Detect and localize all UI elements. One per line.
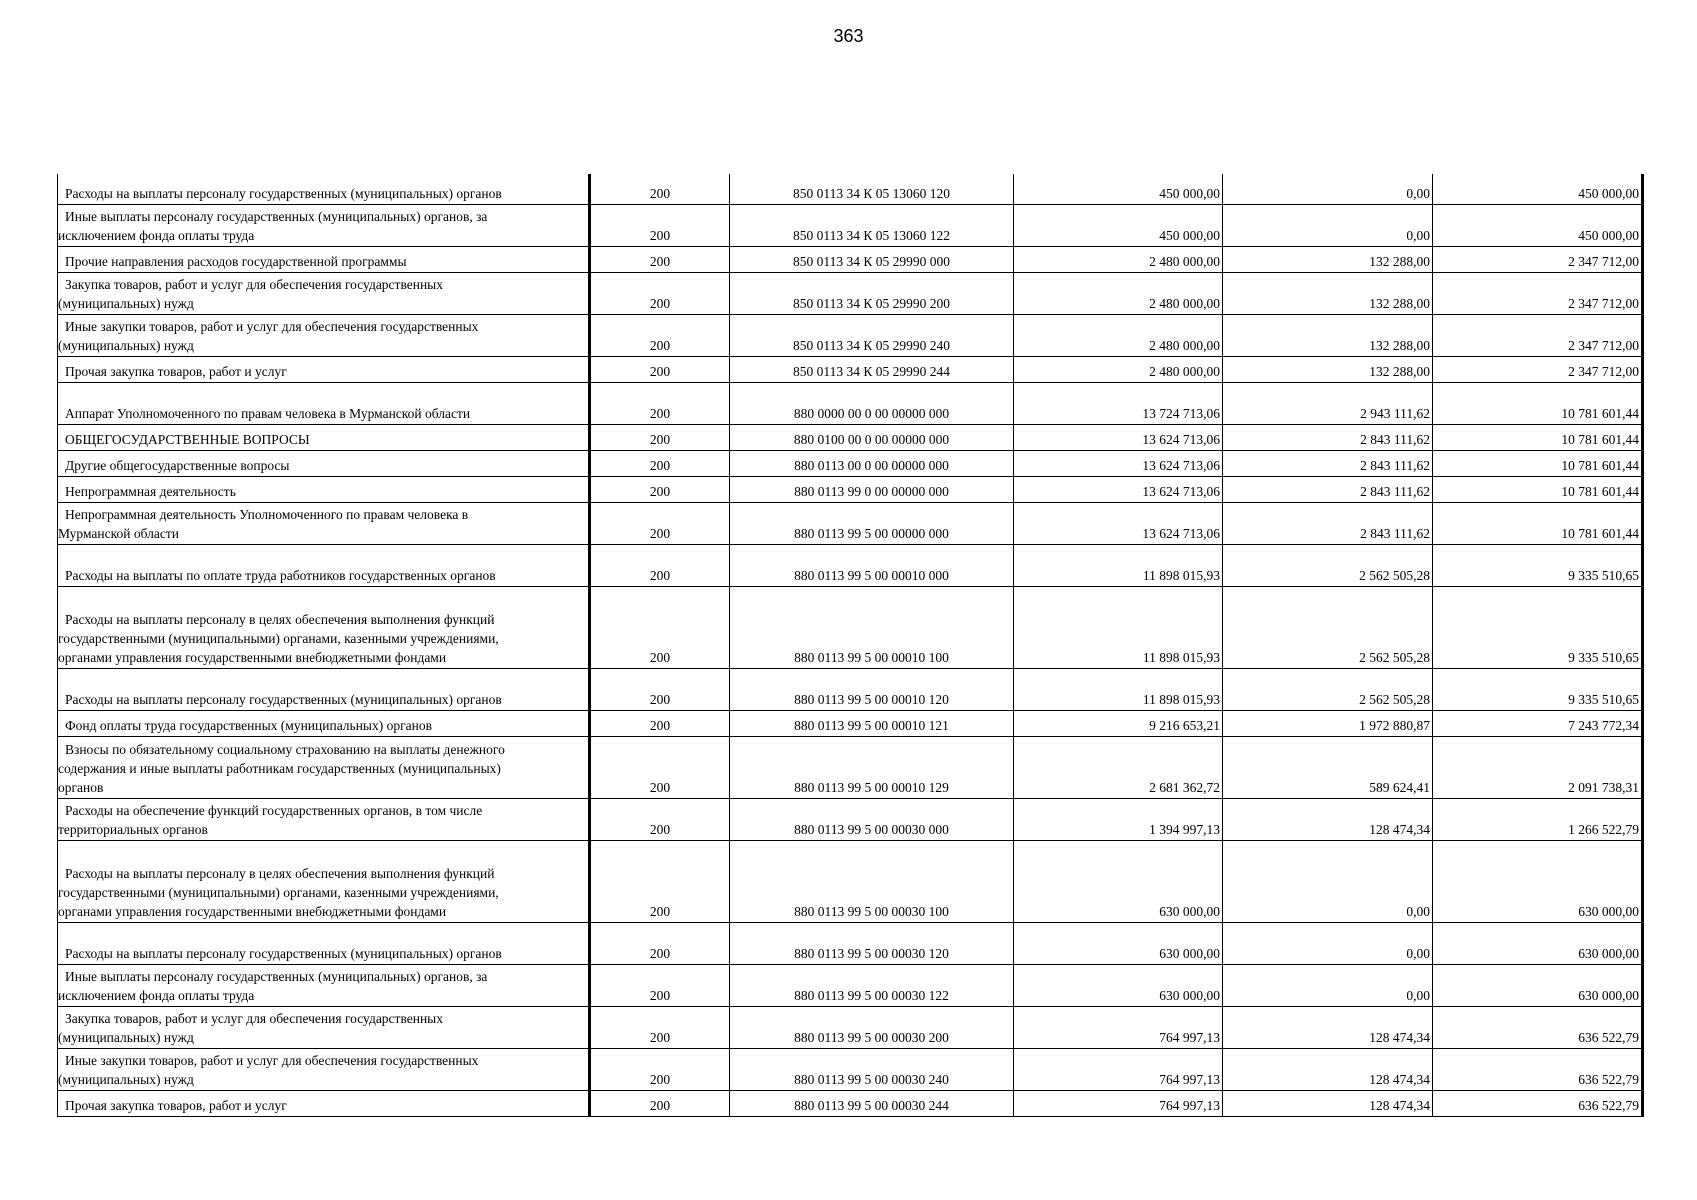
- row-name: [58, 502, 590, 544]
- row-unexecuted-amount: 9 335 510,65: [1433, 586, 1643, 668]
- row-line-code: 200: [590, 314, 730, 356]
- row-executed-amount: 0,00: [1223, 204, 1433, 246]
- row-classification-code: 880 0113 99 5 00 00030 120: [730, 922, 1014, 964]
- row-approved-amount: 2 480 000,00: [1014, 314, 1223, 356]
- row-line-code: 200: [590, 356, 730, 382]
- table-row: [58, 668, 1643, 710]
- row-unexecuted-amount: 630 000,00: [1433, 840, 1643, 922]
- row-name: [58, 314, 590, 356]
- row-unexecuted-amount: 10 781 601,44: [1433, 450, 1643, 476]
- row-classification-code: 850 0113 34 К 05 13060 122: [730, 204, 1014, 246]
- row-classification-code: 880 0113 99 5 00 00030 122: [730, 964, 1014, 1006]
- row-approved-amount: 13 624 713,06: [1014, 450, 1223, 476]
- table-row: [58, 710, 1643, 736]
- row-executed-amount: 1 972 880,87: [1223, 710, 1433, 736]
- row-line-code: 200: [590, 1048, 730, 1090]
- row-unexecuted-amount: 10 781 601,44: [1433, 476, 1643, 502]
- row-classification-code: 880 0113 99 5 00 00010 100: [730, 586, 1014, 668]
- row-line-code: 200: [590, 476, 730, 502]
- row-executed-amount: 132 288,00: [1223, 246, 1433, 272]
- row-classification-code: 850 0113 34 К 05 29990 244: [730, 356, 1014, 382]
- row-unexecuted-amount: 636 522,79: [1433, 1006, 1643, 1048]
- row-approved-amount: 13 624 713,06: [1014, 502, 1223, 544]
- row-name-line: Расходы на выплаты персоналу государственных (муниципальных) органов: [65, 945, 502, 961]
- row-classification-code: 880 0113 99 5 00 00030 100: [730, 840, 1014, 922]
- row-name-line: Закупка товаров, работ и услуг для обеспечения государственных: [65, 276, 444, 292]
- row-unexecuted-amount: 630 000,00: [1433, 964, 1643, 1006]
- row-name: [58, 356, 590, 382]
- row-name-line: (муниципальных) нужд: [58, 1071, 194, 1087]
- row-approved-amount: 764 997,13: [1014, 1006, 1223, 1048]
- row-line-code: 200: [590, 710, 730, 736]
- row-unexecuted-amount: 2 347 712,00: [1433, 356, 1643, 382]
- row-name-line: (муниципальных) нужд: [58, 1029, 194, 1045]
- row-name: [58, 476, 590, 502]
- page-number: 363: [833, 26, 864, 46]
- row-line-code: 200: [590, 502, 730, 544]
- row-name: [58, 964, 590, 1006]
- row-line-code: 200: [590, 922, 730, 964]
- row-line-code: 200: [590, 174, 730, 204]
- row-classification-code: 880 0113 99 5 00 00030 244: [730, 1090, 1014, 1116]
- row-name: [58, 710, 590, 736]
- row-executed-amount: 128 474,34: [1223, 1006, 1433, 1048]
- row-executed-amount: 2 843 111,62: [1223, 424, 1433, 450]
- table-row: [58, 922, 1643, 964]
- row-name: [58, 382, 590, 424]
- table-row: [58, 840, 1643, 922]
- row-line-code: 200: [590, 736, 730, 798]
- row-name-line: государственными (муниципальными) органами, казенными учреждениями,: [58, 884, 499, 900]
- row-unexecuted-amount: 9 335 510,65: [1433, 668, 1643, 710]
- row-approved-amount: 2 480 000,00: [1014, 356, 1223, 382]
- table-row: [58, 174, 1643, 204]
- table-row: [58, 272, 1643, 314]
- row-approved-amount: 450 000,00: [1014, 174, 1223, 204]
- row-executed-amount: 2 562 505,28: [1223, 544, 1433, 586]
- row-line-code: 200: [590, 544, 730, 586]
- row-classification-code: 880 0100 00 0 00 00000 000: [730, 424, 1014, 450]
- row-name-line: государственными (муниципальными) органами, казенными учреждениями,: [58, 630, 499, 646]
- row-classification-code: 880 0113 99 5 00 00010 121: [730, 710, 1014, 736]
- row-line-code: 200: [590, 586, 730, 668]
- table-row: [58, 736, 1643, 798]
- table-row: [58, 544, 1643, 586]
- table-row: [58, 382, 1643, 424]
- row-name-line: органами управления государственными внебюджетными фондами: [58, 649, 447, 665]
- row-name: [58, 668, 590, 710]
- table-row: [58, 476, 1643, 502]
- row-executed-amount: 128 474,34: [1223, 1090, 1433, 1116]
- row-name-line: Прочая закупка товаров, работ и услуг: [65, 363, 287, 379]
- row-unexecuted-amount: 636 522,79: [1433, 1048, 1643, 1090]
- row-approved-amount: 450 000,00: [1014, 204, 1223, 246]
- row-line-code: 200: [590, 246, 730, 272]
- row-line-code: 200: [590, 840, 730, 922]
- row-executed-amount: 128 474,34: [1223, 798, 1433, 840]
- row-approved-amount: 630 000,00: [1014, 964, 1223, 1006]
- row-approved-amount: 630 000,00: [1014, 840, 1223, 922]
- table-row: [58, 798, 1643, 840]
- row-name-line: Расходы на выплаты персоналу государственных (муниципальных) органов: [65, 691, 502, 707]
- table-row: [58, 1090, 1643, 1116]
- row-unexecuted-amount: 2 347 712,00: [1433, 272, 1643, 314]
- table-body: [58, 174, 1643, 1116]
- row-name-line: Расходы на выплаты по оплате труда работников государственных органов: [65, 567, 496, 583]
- row-name-line: Иные закупки товаров, работ и услуг для обеспечения государственных: [65, 1052, 479, 1068]
- row-unexecuted-amount: 1 266 522,79: [1433, 798, 1643, 840]
- row-unexecuted-amount: 636 522,79: [1433, 1090, 1643, 1116]
- row-classification-code: 850 0113 34 К 05 29990 200: [730, 272, 1014, 314]
- row-name-line: Непрограммная деятельность: [65, 483, 236, 499]
- table-row: [58, 586, 1643, 668]
- row-name: [58, 424, 590, 450]
- row-name: [58, 246, 590, 272]
- row-unexecuted-amount: 630 000,00: [1433, 922, 1643, 964]
- row-name-line: Аппарат Уполномоченного по правам человека в Мурманской области: [65, 405, 471, 421]
- row-approved-amount: 2 480 000,00: [1014, 272, 1223, 314]
- row-executed-amount: 0,00: [1223, 840, 1433, 922]
- row-unexecuted-amount: 450 000,00: [1433, 204, 1643, 246]
- row-name-line: Другие общегосударственные вопросы: [65, 457, 290, 473]
- row-name-line: Иные выплаты персоналу государственных (муниципальных) органов, за: [65, 968, 488, 984]
- row-name: [58, 1048, 590, 1090]
- row-executed-amount: 589 624,41: [1223, 736, 1433, 798]
- table-row: [58, 424, 1643, 450]
- row-classification-code: 850 0113 34 К 05 29990 240: [730, 314, 1014, 356]
- row-name-line: (муниципальных) нужд: [58, 337, 194, 353]
- row-executed-amount: 132 288,00: [1223, 356, 1433, 382]
- row-name-line: содержания и иные выплаты работникам государственных (муниципальных): [58, 760, 501, 776]
- row-line-code: 200: [590, 1090, 730, 1116]
- row-executed-amount: 0,00: [1223, 174, 1433, 204]
- row-unexecuted-amount: 2 091 738,31: [1433, 736, 1643, 798]
- row-name-line: Мурманской области: [58, 525, 179, 541]
- row-unexecuted-amount: 10 781 601,44: [1433, 382, 1643, 424]
- row-classification-code: 880 0113 99 5 00 00000 000: [730, 502, 1014, 544]
- row-name: [58, 840, 590, 922]
- row-name-line: ОБЩЕГОСУДАРСТВЕННЫЕ ВОПРОСЫ: [65, 431, 310, 447]
- row-name-line: Расходы на выплаты персоналу государственных (муниципальных) органов: [65, 185, 502, 201]
- row-classification-code: 880 0113 00 0 00 00000 000: [730, 450, 1014, 476]
- row-approved-amount: 764 997,13: [1014, 1048, 1223, 1090]
- row-unexecuted-amount: 10 781 601,44: [1433, 424, 1643, 450]
- row-name: [58, 544, 590, 586]
- row-approved-amount: 13 724 713,06: [1014, 382, 1223, 424]
- row-name: [58, 204, 590, 246]
- row-approved-amount: 13 624 713,06: [1014, 476, 1223, 502]
- row-approved-amount: 764 997,13: [1014, 1090, 1223, 1116]
- table-row: [58, 964, 1643, 1006]
- row-line-code: 200: [590, 382, 730, 424]
- row-name-line: Расходы на выплаты персоналу в целях обеспечения выполнения функций: [65, 611, 495, 627]
- row-name-line: Взносы по обязательному социальному страхованию на выплаты денежного: [65, 741, 505, 757]
- row-name-line: Расходы на выплаты персоналу в целях обеспечения выполнения функций: [65, 865, 495, 881]
- row-classification-code: 880 0113 99 5 00 00010 000: [730, 544, 1014, 586]
- table-row: [58, 246, 1643, 272]
- row-unexecuted-amount: 10 781 601,44: [1433, 502, 1643, 544]
- table-row: [58, 314, 1643, 356]
- row-name-line: территориальных органов: [58, 821, 208, 837]
- row-classification-code: 880 0113 99 5 00 00030 200: [730, 1006, 1014, 1048]
- row-name-line: Закупка товаров, работ и услуг для обеспечения государственных: [65, 1010, 444, 1026]
- row-executed-amount: 2 843 111,62: [1223, 502, 1433, 544]
- row-executed-amount: 2 843 111,62: [1223, 450, 1433, 476]
- row-name: [58, 1090, 590, 1116]
- row-name-line: Иные закупки товаров, работ и услуг для обеспечения государственных: [65, 318, 479, 334]
- row-name: [58, 1006, 590, 1048]
- row-line-code: 200: [590, 1006, 730, 1048]
- table-row: [58, 1006, 1643, 1048]
- row-name: [58, 450, 590, 476]
- row-unexecuted-amount: 2 347 712,00: [1433, 314, 1643, 356]
- row-executed-amount: 0,00: [1223, 964, 1433, 1006]
- row-classification-code: 880 0113 99 5 00 00030 000: [730, 798, 1014, 840]
- row-approved-amount: 9 216 653,21: [1014, 710, 1223, 736]
- row-name: [58, 736, 590, 798]
- row-line-code: 200: [590, 798, 730, 840]
- row-approved-amount: 1 394 997,13: [1014, 798, 1223, 840]
- row-name: [58, 922, 590, 964]
- table-row: [58, 450, 1643, 476]
- row-name-line: Расходы на обеспечение функций государственных органов, в том числе: [65, 802, 483, 818]
- row-name: [58, 174, 590, 204]
- table-row: [58, 204, 1643, 246]
- row-executed-amount: 2 562 505,28: [1223, 586, 1433, 668]
- row-unexecuted-amount: 9 335 510,65: [1433, 544, 1643, 586]
- row-executed-amount: 2 562 505,28: [1223, 668, 1433, 710]
- row-approved-amount: 2 480 000,00: [1014, 246, 1223, 272]
- row-classification-code: 880 0113 99 0 00 00000 000: [730, 476, 1014, 502]
- budget-execution-table: [57, 174, 1644, 1117]
- row-name-line: Прочая закупка товаров, работ и услуг: [65, 1097, 287, 1113]
- row-approved-amount: 11 898 015,93: [1014, 668, 1223, 710]
- row-approved-amount: 11 898 015,93: [1014, 544, 1223, 586]
- row-executed-amount: 132 288,00: [1223, 314, 1433, 356]
- row-executed-amount: 2 943 111,62: [1223, 382, 1433, 424]
- row-line-code: 200: [590, 272, 730, 314]
- row-executed-amount: 2 843 111,62: [1223, 476, 1433, 502]
- row-name-line: органов: [58, 779, 104, 795]
- row-classification-code: 880 0000 00 0 00 00000 000: [730, 382, 1014, 424]
- table-row: [58, 502, 1643, 544]
- row-executed-amount: 132 288,00: [1223, 272, 1433, 314]
- row-executed-amount: 128 474,34: [1223, 1048, 1433, 1090]
- row-name-line: исключением фонда оплаты труда: [58, 987, 255, 1003]
- row-approved-amount: 11 898 015,93: [1014, 586, 1223, 668]
- row-name-line: Иные выплаты персоналу государственных (муниципальных) органов, за: [65, 208, 488, 224]
- row-line-code: 200: [590, 450, 730, 476]
- row-name-line: исключением фонда оплаты труда: [58, 227, 255, 243]
- row-line-code: 200: [590, 424, 730, 450]
- row-classification-code: 880 0113 99 5 00 00030 240: [730, 1048, 1014, 1090]
- row-classification-code: 880 0113 99 5 00 00010 129: [730, 736, 1014, 798]
- row-line-code: 200: [590, 204, 730, 246]
- row-name: [58, 798, 590, 840]
- row-name-line: органами управления государственными внебюджетными фондами: [58, 903, 447, 919]
- row-approved-amount: 13 624 713,06: [1014, 424, 1223, 450]
- row-line-code: 200: [590, 668, 730, 710]
- row-name: [58, 272, 590, 314]
- table-row: [58, 1048, 1643, 1090]
- row-line-code: 200: [590, 964, 730, 1006]
- row-name: [58, 586, 590, 668]
- row-name-line: (муниципальных) нужд: [58, 295, 194, 311]
- row-approved-amount: 2 681 362,72: [1014, 736, 1223, 798]
- row-name-line: Фонд оплаты труда государственных (муниципальных) органов: [65, 717, 432, 733]
- row-executed-amount: 0,00: [1223, 922, 1433, 964]
- table-row: [58, 356, 1643, 382]
- row-classification-code: 880 0113 99 5 00 00010 120: [730, 668, 1014, 710]
- row-unexecuted-amount: 450 000,00: [1433, 174, 1643, 204]
- row-name-line: Непрограммная деятельность Уполномоченного по правам человека в: [65, 506, 469, 522]
- row-classification-code: 850 0113 34 К 05 29990 000: [730, 246, 1014, 272]
- row-unexecuted-amount: 2 347 712,00: [1433, 246, 1643, 272]
- row-unexecuted-amount: 7 243 772,34: [1433, 710, 1643, 736]
- row-classification-code: 850 0113 34 К 05 13060 120: [730, 174, 1014, 204]
- row-approved-amount: 630 000,00: [1014, 922, 1223, 964]
- row-name-line: Прочие направления расходов государственной программы: [65, 253, 407, 269]
